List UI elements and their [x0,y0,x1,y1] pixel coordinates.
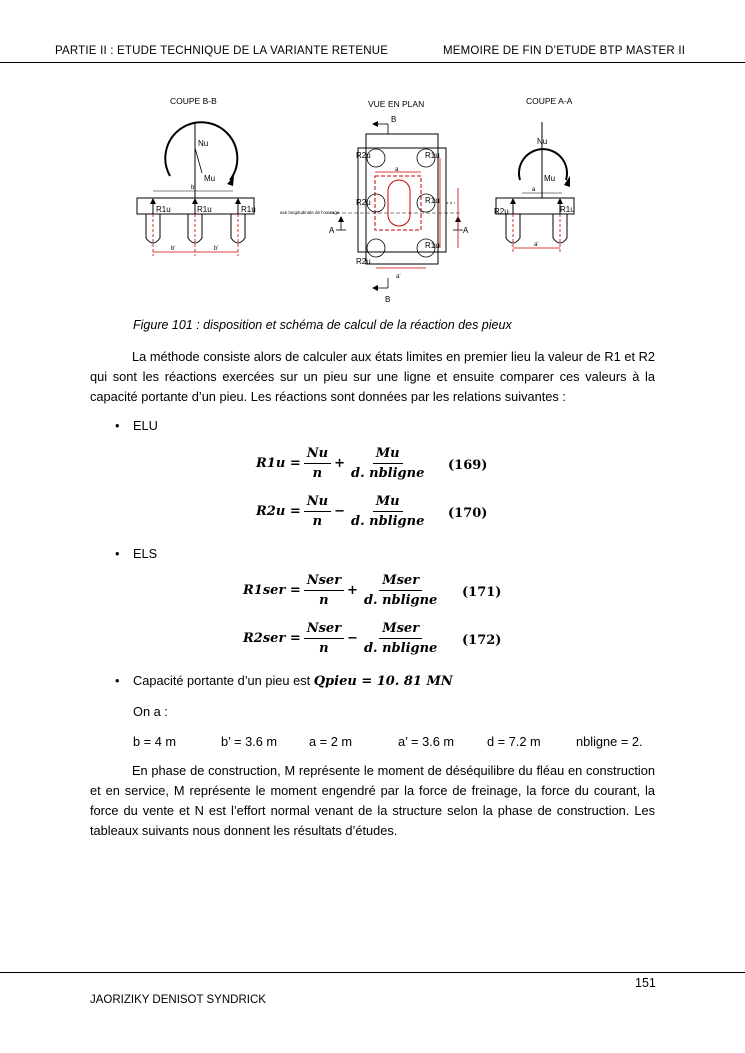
label-a-aa: a [532,187,536,193]
capacity-text: Capacité portante d’un pieu est [133,673,311,688]
figure-title-aa: COUPE A-A [526,96,573,106]
bullet-els: • [115,546,120,561]
els-label: ELS [133,546,158,561]
label-r2u-plan-2: R2u [356,198,371,207]
eq172-lhs: R2ser = [243,631,301,646]
capacity-formula: Qpieu = 10. 81 MN [313,674,453,689]
eq171-op: + [347,583,358,598]
capacity-line [133,673,453,689]
label-aprime-aa: a' [534,242,539,248]
label-r1u-plan-2: R1u [425,196,440,205]
on-a-label: On a : [133,704,168,719]
eq171-number: (171) [462,585,502,600]
bullet-elu: • [115,418,120,433]
header-left: PARTIE II : ETUDE TECHNIQUE DE LA VARIANTE RETENUE [55,45,389,57]
eq171-num2: Mser [379,573,422,591]
label-r1u-plan-3: R1u [425,241,440,250]
label-bprime-bb-1: b' [171,246,176,252]
eq170-op: − [334,504,345,519]
eq169-num1: Nu [304,446,331,464]
eq170-den2: d. nbligne [350,514,425,529]
header-rule [0,62,745,63]
label-r2u-plan-3: R2u [356,257,371,266]
footer-author: JAORIZIKY DENISOT SYNDRICK [90,994,266,1006]
label-r1u-aa: R1u [560,205,575,214]
closing-paragraph [90,761,655,841]
bullet-capacity: • [115,673,120,688]
eq172-den1: n [319,641,329,656]
label-a-right: A [463,226,469,235]
eq171-lhs: R1ser = [243,583,301,598]
label-axe: axe longitudinale de l'ouvrage [280,210,340,215]
header-right: MEMOIRE DE FIN D’ETUDE BTP MASTER II [443,45,686,57]
pile-reaction-figure [130,88,595,306]
value-b-prime: b’ = 3.6 m [221,734,278,749]
page-number: 151 [635,976,656,990]
eq169-number: (169) [448,458,488,473]
eq170-lhs: R2u = [256,504,301,519]
label-r1u-bb-1: R1u [156,205,171,214]
closing-text: En phase de construction, M représente le moment de déséquilibre du fléau en construction et en service, M représente le moment engendré par la force de freinage, la force du courant, la force du vente et N est l’effort normal venant de la structure selon la phase de construction. Les tableaux suivants nous donnent les résultats d’études. [90,763,655,838]
eq169-num2: Mu [373,446,403,464]
value-a-prime: a’ = 3.6 m [398,734,455,749]
intro-text: La méthode consiste alors de calculer aux états limites en premier lieu la valeur de R1 et R2 qui sont les réactions exercées sur un pieu sur une ligne et ensuite comparer ces valeurs à la capacité portante d’un pieu. Les réactions sont données par les relations suivantes : [90,349,655,404]
eq172-op: − [347,631,358,646]
eq172-num2: Mser [379,621,422,639]
equation-172 [243,621,443,656]
label-aprime-plan: a' [396,274,401,280]
label-a-plan: a [395,167,399,173]
label-nu-aa: Nu [537,137,548,146]
equation-171 [243,573,443,608]
eq169-den2: d. nbligne [350,466,425,481]
label-b-top: B [391,115,397,124]
eq171-den1: n [319,593,329,608]
label-r1u-bb-3: R1u [241,205,256,214]
figure-title-plan: VUE EN PLAN [368,99,425,109]
footer-rule [0,972,745,973]
eq172-num1: Nser [304,621,344,639]
eq169-lhs: R1u = [256,456,301,471]
eq170-num1: Nu [304,494,331,512]
value-a: a = 2 m [309,734,353,749]
eq170-num2: Mu [373,494,403,512]
label-a-left: A [329,226,335,235]
equation-170 [256,494,430,529]
elu-label: ELU [133,418,158,433]
intro-paragraph [90,347,655,407]
label-mu-bb: Mu [204,174,216,183]
label-r2u-aa: R2u [494,207,509,216]
value-nbligne: nbligne = 2. [576,734,643,749]
value-d: d = 7.2 m [487,734,541,749]
eq172-den2: d. nbligne [363,641,438,656]
eq171-num1: Nser [304,573,344,591]
label-bprime-bb-2: b' [214,246,219,252]
label-mu-aa: Mu [544,174,556,183]
value-b: b = 4 m [133,734,177,749]
eq171-den2: d. nbligne [363,593,438,608]
label-b-bottom: B [385,295,391,304]
label-nu-bb: Nu [198,139,209,148]
label-r1u-plan-1: R1u [425,151,440,160]
eq172-number: (172) [462,633,502,648]
label-b-bb: b [191,185,195,191]
equation-169 [256,446,430,481]
figure-caption: Figure 101 : disposition et schéma de calcul de la réaction des pieux [133,318,512,332]
eq169-den1: n [312,466,323,481]
eq169-op: + [334,456,345,471]
eq170-number: (170) [448,506,488,521]
eq170-den1: n [312,514,323,529]
label-r2u-plan-1: R2u [356,151,371,160]
label-r1u-bb-2: R1u [197,205,212,214]
figure-title-bb: COUPE B-B [170,96,217,106]
